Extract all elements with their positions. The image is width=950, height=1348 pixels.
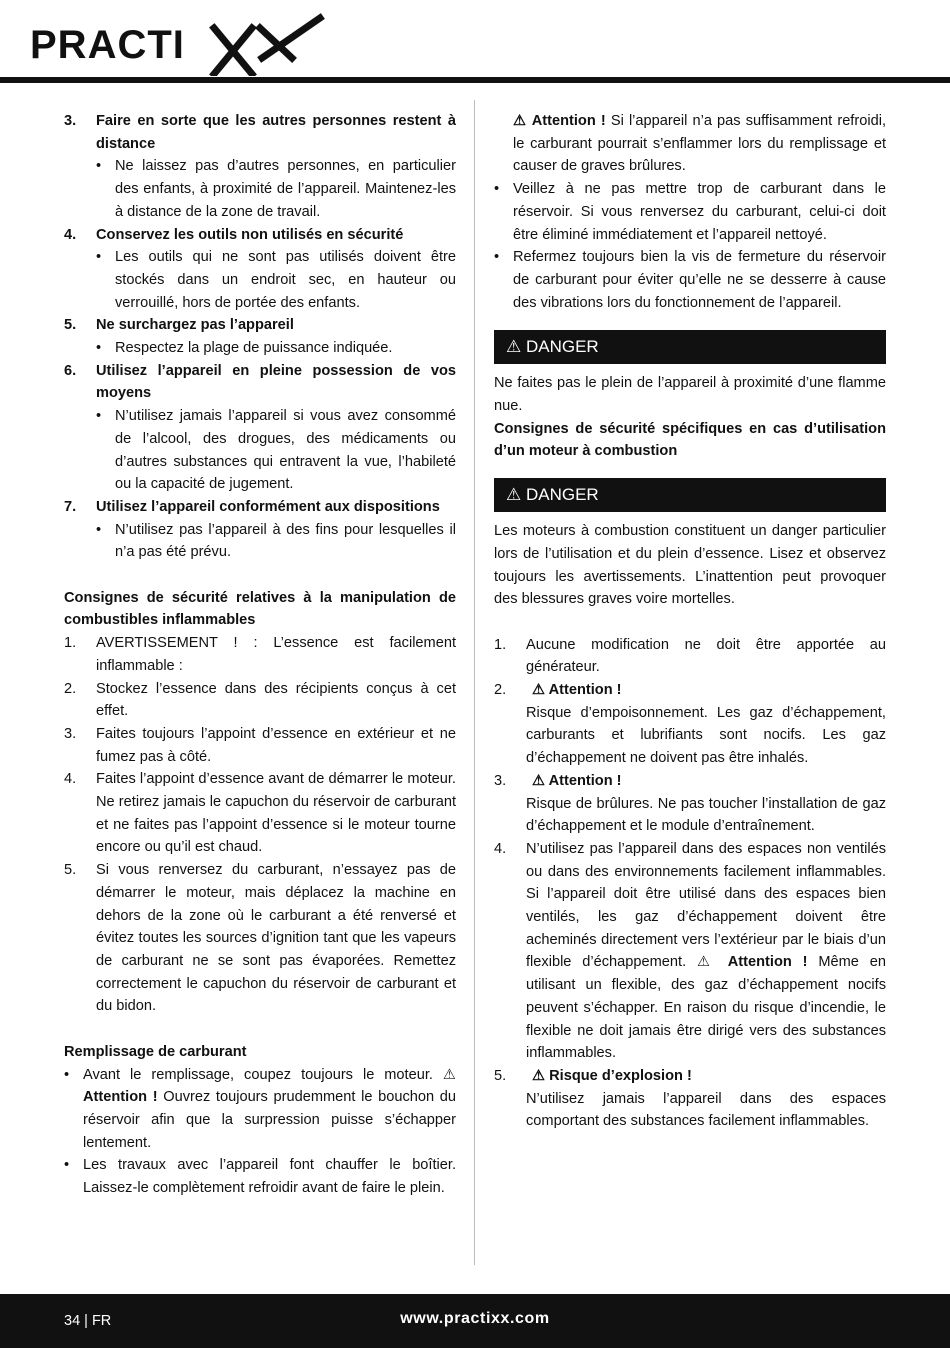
- page-number: 34 | FR: [64, 1313, 112, 1329]
- danger-banner-1: ⚠ DANGER: [494, 330, 886, 364]
- engine-item-1: 1. Aucune modification ne doit être apportée au générateur.: [494, 636, 886, 676]
- engine-item-4: 4. N’utilisez pas l’appareil dans des espaces non ventilés ou dans des environnements facilement inflammables. Si l’appareil doit être utilisé dans des espaces bien ventilés, les gaz d’échappement doivent être acheminés directement vers l’extérieur par le biais d’un flexible d’échappement. ⚠ Attention ! Même en utilisant un flexible, des gaz d’échappement nocifs peuvent s’échapper. En raison du risque d’incendie, le flexible ne doit jamais être dirigé vers des substances inflammables.: [494, 840, 887, 1062]
- left-column: [64, 110, 456, 1200]
- engine-item-3: 3. ⚠ Attention ! Risque de brûlures. Ne pas toucher l’installation de gaz d’échappement et le module d’entraînement.: [494, 772, 886, 835]
- rule-6-bullet: • N’utilisez jamais l’appareil si vous avez consommé de l’alcool, des drogues, des médicaments ou d’autres substances qui entravent la vue, l’habileté ou la capacité de jugement.: [96, 408, 456, 493]
- fuel-bullet-1: • Veillez à ne pas mettre trop de carburant dans le réservoir. Si vous renversez du carburant, celui-ci doit être éliminé immédiatement et l’appareil nettoyé.: [494, 181, 886, 243]
- rule-5-bullet: • Respectez la plage de puissance indiquée.: [96, 340, 393, 357]
- rule-6: 6. Utilisez l’appareil en pleine possession de vos moyens: [64, 362, 456, 402]
- refuel-heading: Remplissage de carburant: [64, 1043, 247, 1060]
- svg-text:PRACTI: PRACTI: [30, 23, 185, 67]
- fuel-bullet-2: • Refermez toujours bien la vis de fermeture du réservoir de carburant pour éviter qu’elle ne se desserre à cause des vibrations lors du fonctionnement de l’appareil.: [494, 249, 886, 311]
- refuel-bullet-1: • Avant le remplissage, coupez toujours le moteur. ⚠ Attention ! Ouvrez toujours prudemment le bouchon du réservoir afin que la surpression puisse s’échapper lentement.: [64, 1066, 457, 1151]
- attention-label: ⚠ Attention !: [513, 113, 606, 129]
- fuel-heading: Consignes de sécurité relatives à la manipulation de combustibles inflammables: [64, 589, 456, 629]
- rule-5: 5. Ne surchargez pas l’appareil: [64, 317, 294, 334]
- danger-banner-2: ⚠ DANGER: [494, 478, 886, 512]
- engine-item-2: 2. ⚠ Attention ! Risque d’empoisonnement. Les gaz d’échappement, carburants et lubrifiants sont nocifs. Les gaz d’échappement ne doivent pas être inhalés.: [494, 682, 886, 767]
- rule-3: 3. Faire en sorte que les autres personnes restent à distance: [64, 113, 456, 152]
- footer-bar: [0, 1294, 950, 1348]
- column-divider: [474, 100, 475, 1265]
- refuel-bullet-2: • Les travaux avec l’appareil font chauffer le boîtier. Laissez-le complètement refroidir avant de faire le plein.: [64, 1157, 456, 1197]
- danger-2-text: Les moteurs à combustion constituent un danger particulier lors de l’utilisation et du plein d’essence. Lisez et observez toujours les avertissements. L’inattention peut provoquer des blessures graves voire mortelles.: [494, 523, 886, 608]
- fuel-item-4: 4. Faites l’appoint d’essence avant de démarrer le moteur. Ne retirez jamais le capuchon du réservoir de carburant et ne faites pas l’appoint d’essence si le moteur tourne encore ou qu’il est chaud.: [64, 771, 456, 856]
- header-rule: [0, 77, 950, 83]
- rule-3-bullet: • Ne laissez pas d’autres personnes, en particulier des enfants, à proximité de l’appareil. Maintenez-les à distance de la zone de travail.: [96, 158, 456, 220]
- rule-4: 4. Conservez les outils non utilisés en sécurité: [64, 226, 404, 243]
- fuel-item-5: 5. Si vous renversez du carburant, n’essayez pas de démarrer le moteur, mais déplacez la machine en dehors de la zone où le carburant a été renversé et évitez toutes les sources d’ignition tant que les vapeurs de carburant ne se sont pas évaporées. Remettez correctement le capuchon du réservoir de carburant et du bidon.: [64, 862, 456, 1015]
- attention-note: ⚠ Attention ! Si l’appareil n’a pas suffisamment refroidi, le carburant pourrait s’enflammer lors du remplissage et causer de graves brûlures.: [513, 113, 886, 175]
- rules-list: [64, 110, 456, 564]
- rule-4-bullet: • Les outils qui ne sont pas utilisés doivent être stockés dans un endroit sec, en hauteur ou verrouillé, hors de portée des enfants.: [96, 249, 456, 311]
- right-column: [494, 110, 886, 1133]
- combustion-heading: Consignes de sécurité spécifiques en cas d’utilisation d’un moteur à combustion: [494, 420, 886, 460]
- rule-7-bullet: • N’utilisez pas l’appareil à des fins pour lesquelles il n’a pas été prévu.: [96, 521, 456, 561]
- rule-7: 7. Utilisez l’appareil conformément aux dispositions: [64, 498, 440, 515]
- fuel-item-3: 3. Faites toujours l’appoint d’essence en extérieur et ne fumez pas à côté.: [64, 725, 456, 765]
- attention-label: Attention !: [83, 1089, 158, 1106]
- danger-1-text: Ne faites pas le plein de l’appareil à proximité d’une flamme nue.: [494, 375, 886, 415]
- practixx-logo: [28, 12, 328, 76]
- website-url: www.practixx.com: [400, 1310, 550, 1327]
- fuel-item-2: 2. Stockez l’essence dans des récipients conçus à cet effet.: [64, 680, 456, 720]
- fuel-item-1: 1. AVERTISSEMENT ! : L’essence est facilement inflammable :: [64, 635, 456, 674]
- fuel-list: [64, 632, 456, 1018]
- engine-item-5: 5. ⚠ Risque d’explosion ! N’utilisez jamais l’appareil dans des espaces comportant des substances facilement inflammables.: [494, 1068, 886, 1130]
